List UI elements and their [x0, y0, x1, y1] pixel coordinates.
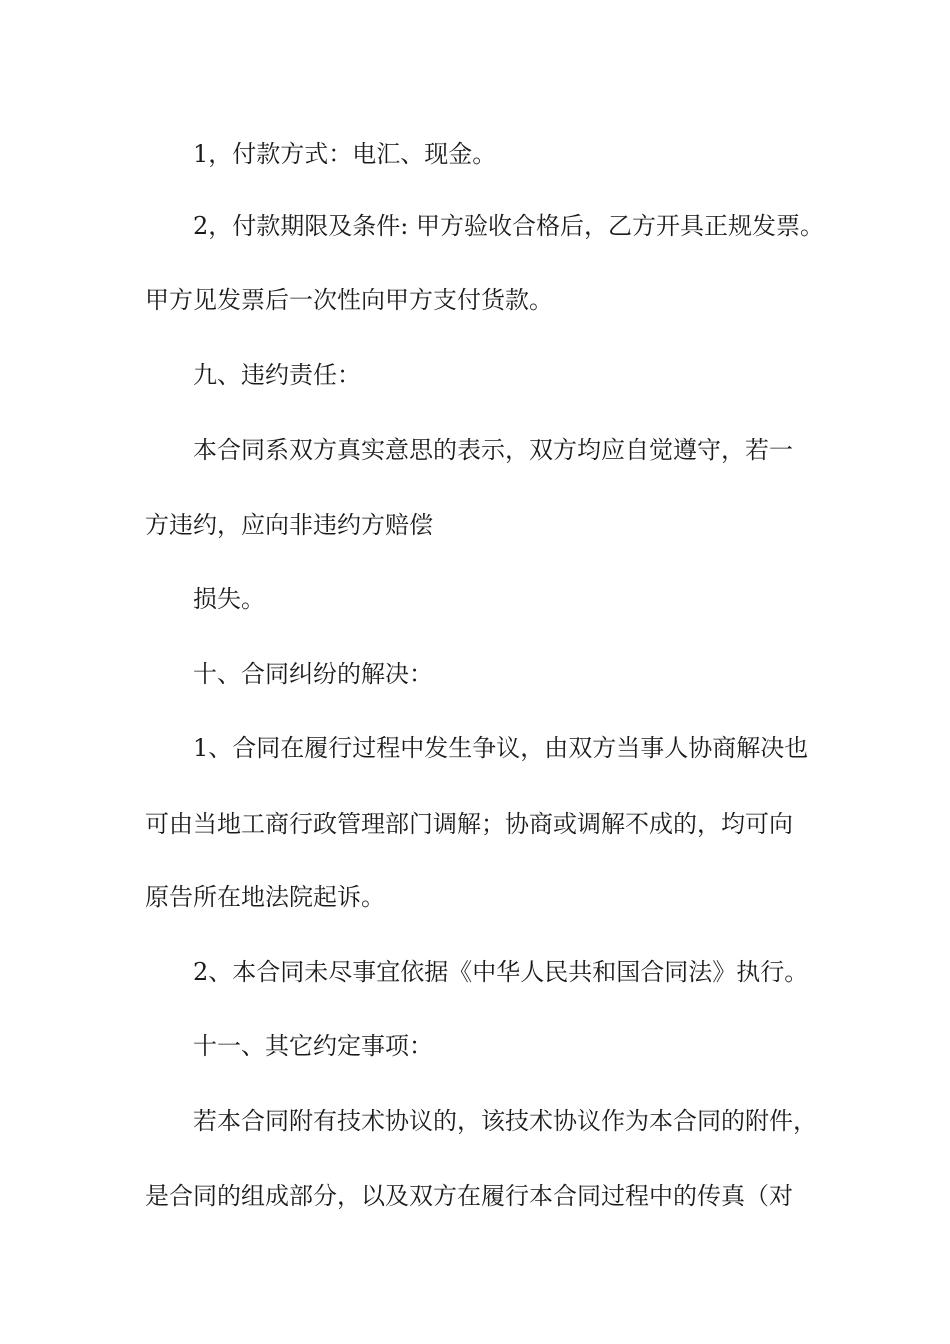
payment-terms-line: 2，付款期限及条件: 甲方验收合格后，乙方开具正规发票。: [193, 212, 824, 240]
dispute-clause-1-line-3: 原告所在地法院起诉。: [145, 883, 385, 911]
dispute-clause-1-line-2: 可由当地工商行政管理部门调解；协商或调解不成的，均可向: [145, 810, 793, 838]
other-paragraph-line-2: 是合同的组成部分，以及双方在履行本合同过程中的传真（对: [145, 1182, 793, 1210]
breach-paragraph-line-2: 方违约，应向非违约方赔偿: [145, 511, 433, 539]
dispute-clause-1-line-1: 1、合同在履行过程中发生争议，由双方当事人协商解决也: [193, 734, 809, 762]
section-heading-breach: 九、违约责任：: [193, 361, 361, 389]
dispute-clause-2-line: 2、本合同未尽事宜依据《中华人民共和国合同法》执行。: [193, 958, 809, 986]
payment-method-line: 1，付款方式：电汇、现金。: [193, 140, 497, 168]
breach-paragraph-line-3: 损失。: [193, 585, 265, 613]
section-heading-other: 十一、其它约定事项：: [193, 1032, 433, 1060]
other-paragraph-line-1: 若本合同附有技术协议的，该技术协议作为本合同的附件，: [193, 1107, 817, 1135]
payment-terms-continuation: 甲方见发票后一次性向甲方支付货款。: [145, 286, 553, 314]
section-heading-dispute: 十、合同纠纷的解决：: [193, 660, 433, 688]
breach-paragraph-line-1: 本合同系双方真实意思的表示，双方均应自觉遵守，若一: [193, 436, 793, 464]
